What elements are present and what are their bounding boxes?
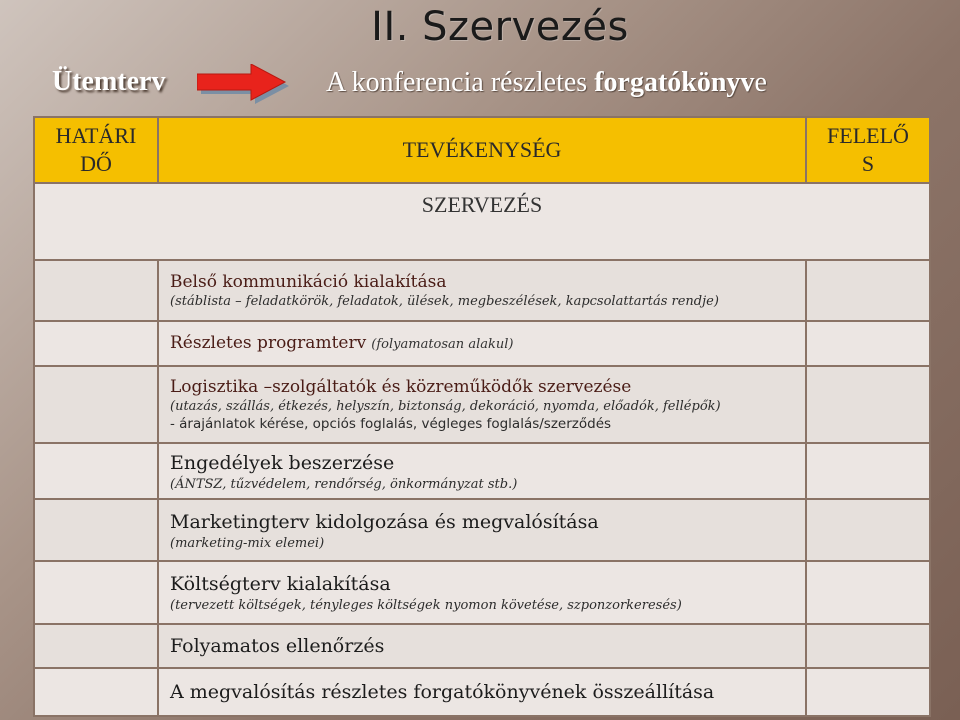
activity-title: A megvalósítás részletes forgatókönyvének összeállítása: [170, 681, 715, 703]
table-row: [34, 624, 930, 668]
subtitle: [326, 67, 767, 99]
section-row: [34, 183, 930, 260]
header-deadline: [34, 117, 158, 183]
owner-cell: [806, 499, 930, 561]
subtitle-suffix: e: [754, 67, 767, 98]
header-owner-line2: S: [861, 151, 875, 176]
activity-cell: [158, 260, 806, 321]
activity-detail: (utazás, szállás, étkezés, helyszín, biztonság, dekoráció, nyomda, előadók, fellépők): [170, 398, 721, 414]
deadline-cell: [34, 443, 158, 499]
activity-detail: (marketing-mix elemei): [170, 535, 325, 551]
deadline-cell: [34, 321, 158, 366]
subtitle-bold: forgatókönyv: [594, 67, 755, 98]
activity-title: Marketingterv kidolgozása és megvalósítása: [170, 510, 599, 533]
header-owner: [806, 117, 930, 183]
table-row: [34, 366, 930, 443]
table-row: [34, 260, 930, 321]
table-header-row: [34, 117, 930, 183]
activity-cell: [158, 321, 806, 366]
activity-title: Költségterv kialakítása: [170, 573, 391, 595]
subtitle-prefix: A konferencia részletes: [326, 67, 595, 98]
header-deadline-line1: HATÁRI: [55, 123, 137, 148]
slide-title: II. Szervezés: [371, 4, 629, 50]
deadline-cell: [34, 260, 158, 321]
owner-cell: [806, 668, 930, 716]
schedule-label: Ütemterv: [52, 66, 166, 97]
deadline-cell: [34, 499, 158, 561]
activity-cell: [158, 668, 806, 716]
owner-cell: [806, 443, 930, 499]
activity-detail: (stáblista – feladatkörök, feladatok, ülések, megbeszélések, kapcsolattartás rendje): [170, 293, 719, 309]
header-activity: TEVÉKENYSÉG: [158, 117, 806, 183]
deadline-cell: [34, 366, 158, 443]
activity-detail: (folyamatosan alakul): [371, 337, 514, 352]
header-owner-line1: FELELŐ: [827, 123, 909, 148]
table-row: [34, 668, 930, 716]
activity-cell: [158, 499, 806, 561]
table-row: [34, 499, 930, 561]
right-arrow-icon: [197, 64, 293, 108]
activity-cell: [158, 561, 806, 624]
activity-detail: (tervezett költségek, tényleges költségek nyomon követése, szponzorkeresés): [170, 598, 682, 613]
header-deadline-line2: DŐ: [80, 151, 112, 176]
table-row: [34, 561, 930, 624]
section-label: SZERVEZÉS: [34, 183, 930, 260]
table-row: [34, 443, 930, 499]
activity-title: Logisztika –szolgáltatók és közreműködők szervezése: [170, 376, 632, 397]
deadline-cell: [34, 668, 158, 716]
owner-cell: [806, 260, 930, 321]
activity-cell: [158, 366, 806, 443]
schedule-table: [33, 116, 931, 717]
activity-extra: - árajánlatok kérése, opciós foglalás, végleges foglalás/szerződés: [170, 415, 612, 432]
owner-cell: [806, 321, 930, 366]
activity-title: Belső kommunikáció kialakítása: [170, 271, 447, 292]
activity-detail: (ÁNTSZ, tűzvédelem, rendőrség, önkormányzat stb.): [170, 476, 518, 492]
deadline-cell: [34, 624, 158, 668]
owner-cell: [806, 366, 930, 443]
owner-cell: [806, 624, 930, 668]
activity-title: Engedélyek beszerzése: [170, 451, 395, 474]
table-row: [34, 321, 930, 366]
subtitle-row: [0, 58, 960, 108]
activity-title: Folyamatos ellenőrzés: [170, 635, 385, 657]
deadline-cell: [34, 561, 158, 624]
activity-title: Részletes programterv: [170, 333, 367, 353]
activity-cell: [158, 624, 806, 668]
owner-cell: [806, 561, 930, 624]
activity-cell: [158, 443, 806, 499]
